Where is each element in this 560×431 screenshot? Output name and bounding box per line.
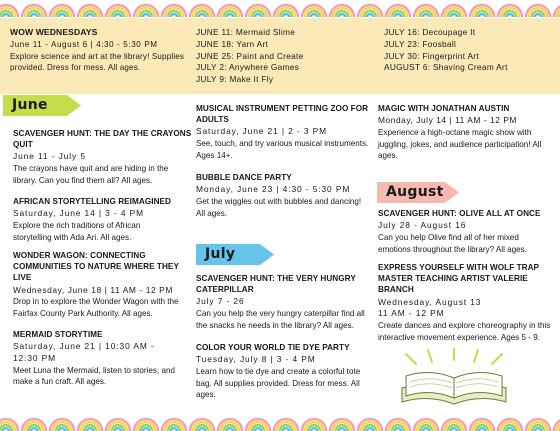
rainbow-arc xyxy=(143,14,149,17)
wow-desc-line: provided. Dress for mess. All ages. xyxy=(10,63,141,73)
rainbow-arc xyxy=(451,14,457,17)
rainbow-arc xyxy=(367,14,373,17)
rainbow-arc xyxy=(507,14,513,17)
rainbow-arc xyxy=(171,14,177,17)
event-wolf-trap xyxy=(378,262,556,343)
event-desc: Can you help the very hungry caterpillar find all xyxy=(196,309,365,319)
event-date: June 11 - July 5 xyxy=(13,151,86,162)
wow-wednesdays-block xyxy=(10,27,195,74)
rainbow-arc xyxy=(311,14,317,17)
rainbow-pattern xyxy=(0,413,560,431)
event-desc: juggling, jokes, and audience participation! All xyxy=(378,139,542,149)
rainbow-arc xyxy=(227,14,233,17)
event-african-storytelling xyxy=(13,196,195,243)
event-scavenger-crayons xyxy=(13,128,195,186)
event-desc: Drop in to explore the Wonder Wagon with the xyxy=(13,297,179,307)
rainbow-arc xyxy=(535,14,541,17)
event-desc: ages. xyxy=(378,151,398,161)
rainbow-arc xyxy=(3,14,9,17)
event-bubble-dance xyxy=(196,172,381,219)
event-date: Saturday, June 21 | 2 - 3 PM xyxy=(196,126,328,137)
rainbow-arc xyxy=(59,14,65,17)
event-desc: storytelling with Ada Ari. All ages. xyxy=(13,232,132,242)
event-desc: All ages. xyxy=(196,208,228,218)
wow-schedule-item: JUNE 18: Yarn Art xyxy=(196,38,269,49)
event-desc: Ages 14+. xyxy=(196,150,233,160)
event-title: BRANCH xyxy=(378,285,414,295)
event-desc: the snacks he needs in the library? All ages. xyxy=(196,320,354,330)
event-desc: Learn how to tie dye and create a colorful tote xyxy=(196,367,361,376)
rainbow-pattern xyxy=(0,0,560,18)
month-label: June xyxy=(12,97,48,113)
event-desc: Create dances and explore choreography in this xyxy=(378,321,551,331)
wow-schedule-item: JULY 9: Make It Fly xyxy=(196,74,274,85)
event-title: SCAVENGER HUNT: OLIVE ALL AT ONCE xyxy=(378,209,541,218)
event-date: July 7 - 26 xyxy=(196,296,245,307)
event-title: MASTER TEACHING ARTIST VALERIE xyxy=(378,274,528,284)
event-title: QUIT xyxy=(13,140,33,150)
event-scavenger-olive xyxy=(378,208,556,255)
event-desc: See, touch, and try various musical instruments. xyxy=(196,139,369,149)
event-title: LIVE xyxy=(13,273,32,283)
event-title: SCAVENGER HUNT: THE VERY HUNGRY xyxy=(196,274,356,283)
event-title: EXPRESS YOURSELF WITH WOLF TRAP xyxy=(378,263,540,272)
wow-schedule-item: AUGUST 6: Shaving Cream Art xyxy=(384,62,508,73)
wow-schedule-list-right xyxy=(384,27,554,74)
event-date: 11 AM - 12 PM xyxy=(378,308,445,319)
event-title: MAGIC WITH JONATHAN AUSTIN xyxy=(378,104,510,113)
event-date: Monday, July 14 | 11 AM - 12 PM xyxy=(378,115,518,126)
wow-title: WOW WEDNESDAYS xyxy=(10,27,98,37)
rainbow-arc xyxy=(87,14,93,17)
event-desc: emotions throughout the library? All ages. xyxy=(378,244,527,254)
event-title: SCAVENGER HUNT: THE DAY THE CRAYONS xyxy=(13,129,192,138)
rainbow-arc xyxy=(115,14,121,17)
event-scavenger-caterpillar xyxy=(196,273,381,331)
event-desc: Explore the rich traditions of African xyxy=(13,221,141,230)
event-petting-zoo xyxy=(196,103,381,161)
event-tie-dye xyxy=(196,342,381,401)
event-date: Saturday, June 14 | 3 - 4 PM xyxy=(13,208,145,219)
event-desc: The crayons have quit and are hiding in the xyxy=(13,164,169,174)
event-date: Wednesday, June 18 | 11 AM - 12 PM xyxy=(13,284,173,295)
event-title: MERMAID STORYTIME xyxy=(13,330,103,339)
rainbow-arc xyxy=(395,14,401,17)
event-title: MUSICAL INSTRUMENT PETTING ZOO FOR xyxy=(196,104,369,113)
wow-schedule-item: JULY 30: Fingerprint Art xyxy=(384,50,479,61)
wow-schedule-item: JULY 16: Decoupage It xyxy=(384,27,476,37)
rainbow-arc xyxy=(339,14,345,17)
rainbow-arc xyxy=(283,14,289,17)
rainbow-border-bottom xyxy=(0,413,560,431)
rainbow-arc xyxy=(199,14,205,17)
event-date: Monday, June 23 | 4:30 - 5:30 PM xyxy=(196,184,351,195)
event-title: AFRICAN STORYTELLING REIMAGINED xyxy=(13,197,172,206)
event-desc: Meet Luna the Mermaid, listen to stories, and xyxy=(13,365,175,375)
month-tag-july xyxy=(196,244,274,265)
event-title: COLOR YOUR WORLD TIE DYE PARTY xyxy=(196,343,350,352)
rainbow-arc xyxy=(423,14,429,17)
event-date: July 28 - August 16 xyxy=(378,220,467,231)
event-desc: bag. All supplies provided. Dress for mess. All xyxy=(196,378,360,388)
event-magic xyxy=(378,103,556,162)
wow-desc-line: Explore science and art at the library! Supplies xyxy=(10,51,185,61)
wow-schedule-item: JULY 2: Anywhere Games xyxy=(196,62,300,73)
month-label: August xyxy=(386,184,444,200)
event-desc: ages. xyxy=(196,390,216,400)
event-desc: Can you help Olive find all of her mixed xyxy=(378,233,519,242)
event-date: Wednesday, August 13 xyxy=(378,296,482,307)
wow-schedule-item: JULY 23: Foosball xyxy=(384,38,457,49)
event-title: ADULTS xyxy=(196,115,229,125)
wow-schedule-item: JUNE 11: Mermaid Slime xyxy=(196,27,296,37)
event-date: Tuesday, July 8 | 3 - 4 PM xyxy=(196,354,316,365)
month-tag-june xyxy=(3,95,81,116)
event-date: Saturday, June 21 | 10:30 AM - xyxy=(13,341,155,352)
event-title: BUBBLE DANCE PARTY xyxy=(196,173,292,182)
open-book-icon xyxy=(398,348,510,410)
event-date: 12:30 PM xyxy=(13,353,57,363)
event-desc: interactive movement experience. Ages 5 - 9. xyxy=(378,332,540,342)
event-desc: Get the wiggles out with bubbles and dancing! xyxy=(196,197,362,206)
month-tag-august xyxy=(377,182,459,203)
event-desc: Experience a high-octane magic show with xyxy=(378,128,532,137)
event-wonder-wagon xyxy=(13,250,195,320)
wow-schedule: June 11 - August 6 | 4:30 - 5:30 PM xyxy=(10,40,158,49)
month-label: July xyxy=(205,246,236,262)
event-title: CATERPILLAR xyxy=(196,285,254,295)
rainbow-border-top xyxy=(0,0,560,18)
rainbow-arc xyxy=(479,14,485,17)
wow-schedule-item: JUNE 25: Paint and Create xyxy=(196,50,304,61)
event-title: WONDER WAGON: CONNECTING xyxy=(13,251,146,260)
rainbow-arc xyxy=(255,14,261,17)
wow-schedule-list-mid xyxy=(196,27,381,86)
event-desc: library. Can you find them all? All ages. xyxy=(13,175,153,185)
event-desc: make a fun craft. All ages. xyxy=(13,377,107,387)
rainbow-arc xyxy=(31,14,37,17)
event-title: COMMUNITIES TO NATURE WHERE THEY xyxy=(13,262,179,272)
event-mermaid-storytime xyxy=(13,329,195,388)
event-desc: Fairfax County Park Authority. All ages. xyxy=(13,309,153,318)
